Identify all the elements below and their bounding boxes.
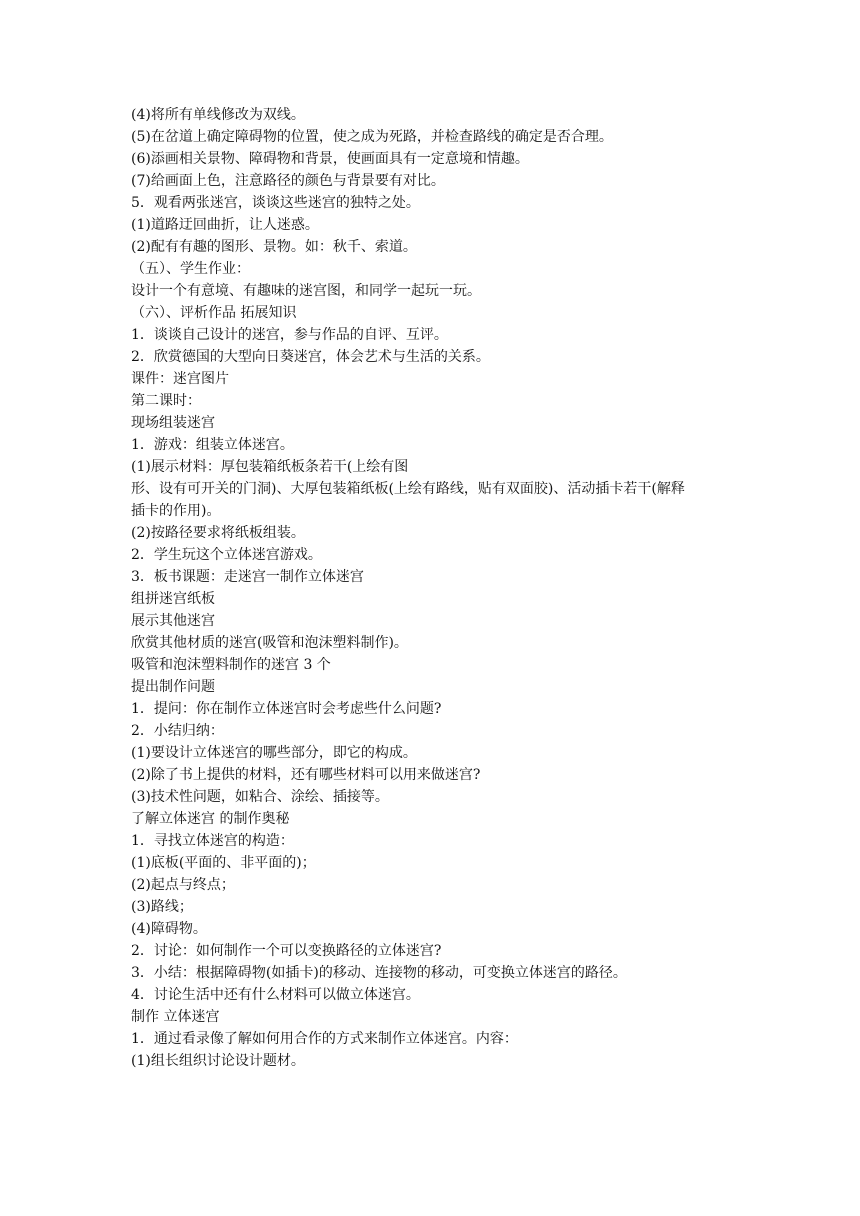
text-line: 设计一个有意境、有趣味的迷宫图，和同学一起玩一玩。	[131, 283, 481, 299]
text-line: 形、设有可开关的门洞)、大厚包装箱纸板(上绘有路线，贴有双面胶)、活动插卡若干(解释	[131, 481, 685, 497]
text-line: 1．寻找立体迷宫的构造：	[131, 833, 294, 849]
text-line: 2．欣赏德国的大型向日葵迷宫，体会艺术与生活的关系。	[131, 349, 490, 365]
text-line: (3)技术性问题，如粘合、涂绘、插接等。	[131, 789, 389, 805]
subsection-heading: 组拼迷宫纸板	[131, 591, 215, 607]
text-line: (1)道路迂回曲折，让人迷惑。	[131, 217, 319, 233]
text-line: 2．讨论：如何制作一个可以变换路径的立体迷宫?	[131, 943, 442, 959]
text-line: 3．板书课题：走迷宫一制作立体迷宫	[131, 569, 364, 585]
section-heading: （五）、学生作业：	[131, 261, 250, 277]
text-line: (4)障碍物。	[131, 921, 207, 937]
text-line: 3．小结：根据障碍物(如插卡)的移动、连接物的移动，可变换立体迷宫的路径。	[131, 965, 627, 981]
subsection-heading: 现场组装迷宫	[131, 415, 215, 431]
text-line: (2)按路径要求将纸板组装。	[131, 525, 305, 541]
text-line: (1)要设计立体迷宫的哪些部分，即它的构成。	[131, 745, 417, 761]
text-line: 1．游戏：组装立体迷宫。	[131, 437, 294, 453]
text-line: (2)除了书上提供的材料，还有哪些材料可以用来做迷宫?	[131, 767, 481, 783]
text-line: (7)给画面上色，注意路径的颜色与背景要有对比。	[131, 173, 445, 189]
subsection-heading: 提出制作问题	[131, 679, 215, 695]
text-line: (1)展示材料：厚包装箱纸板条若干(上绘有图	[131, 459, 409, 475]
text-line: 1．谈谈自己设计的迷宫，参与作品的自评、互评。	[131, 327, 448, 343]
text-line: (5)在岔道上确定障碍物的位置，使之成为死路，并检查路线的确定是否合理。	[131, 129, 613, 145]
text-line: 插卡的作用)。	[131, 503, 221, 519]
text-line: (1)底板(平面的、非平面的)；	[131, 855, 316, 871]
text-line: 5．观看两张迷宫，谈谈这些迷宫的独特之处。	[131, 195, 420, 211]
text-line: 2．小结归纳：	[131, 723, 224, 739]
subsection-heading: 展示其他迷宫	[131, 613, 215, 629]
text-line: (3)路线；	[131, 899, 193, 915]
section-heading: 第二课时：	[131, 393, 201, 409]
text-line: 吸管和泡沫塑料制作的迷宫 3 个	[131, 657, 331, 673]
text-line: (2)起点与终点；	[131, 877, 235, 893]
text-line: (1)组长组织讨论设计题材。	[131, 1053, 305, 1069]
text-line: 欣赏其他材质的迷宫(吸管和泡沫塑料制作)。	[131, 635, 408, 651]
text-line: 2．学生玩这个立体迷宫游戏。	[131, 547, 322, 563]
text-line: 1．通过看录像了解如何用合作的方式来制作立体迷宫。内容：	[131, 1031, 518, 1047]
text-line: (2)配有有趣的图形、景物。如：秋千、索道。	[131, 239, 417, 255]
text-line: 1．提问：你在制作立体迷宫时会考虑些什么问题?	[131, 701, 442, 717]
subsection-heading: 了解立体迷宫 的制作奥秘	[131, 811, 290, 827]
text-line: (4)将所有单线修改为双线。	[131, 107, 305, 123]
text-line: (6)添画相关景物、障碍物和背景，使画面具有一定意境和情趣。	[131, 151, 529, 167]
subsection-heading: 制作 立体迷宫	[131, 1009, 220, 1025]
text-line: 4．讨论生活中还有什么材料可以做立体迷宫。	[131, 987, 420, 1003]
document-body	[131, 104, 731, 1072]
text-line: 课件：迷宫图片	[131, 371, 229, 387]
section-heading: （六）、评析作品 拓展知识	[131, 305, 297, 321]
